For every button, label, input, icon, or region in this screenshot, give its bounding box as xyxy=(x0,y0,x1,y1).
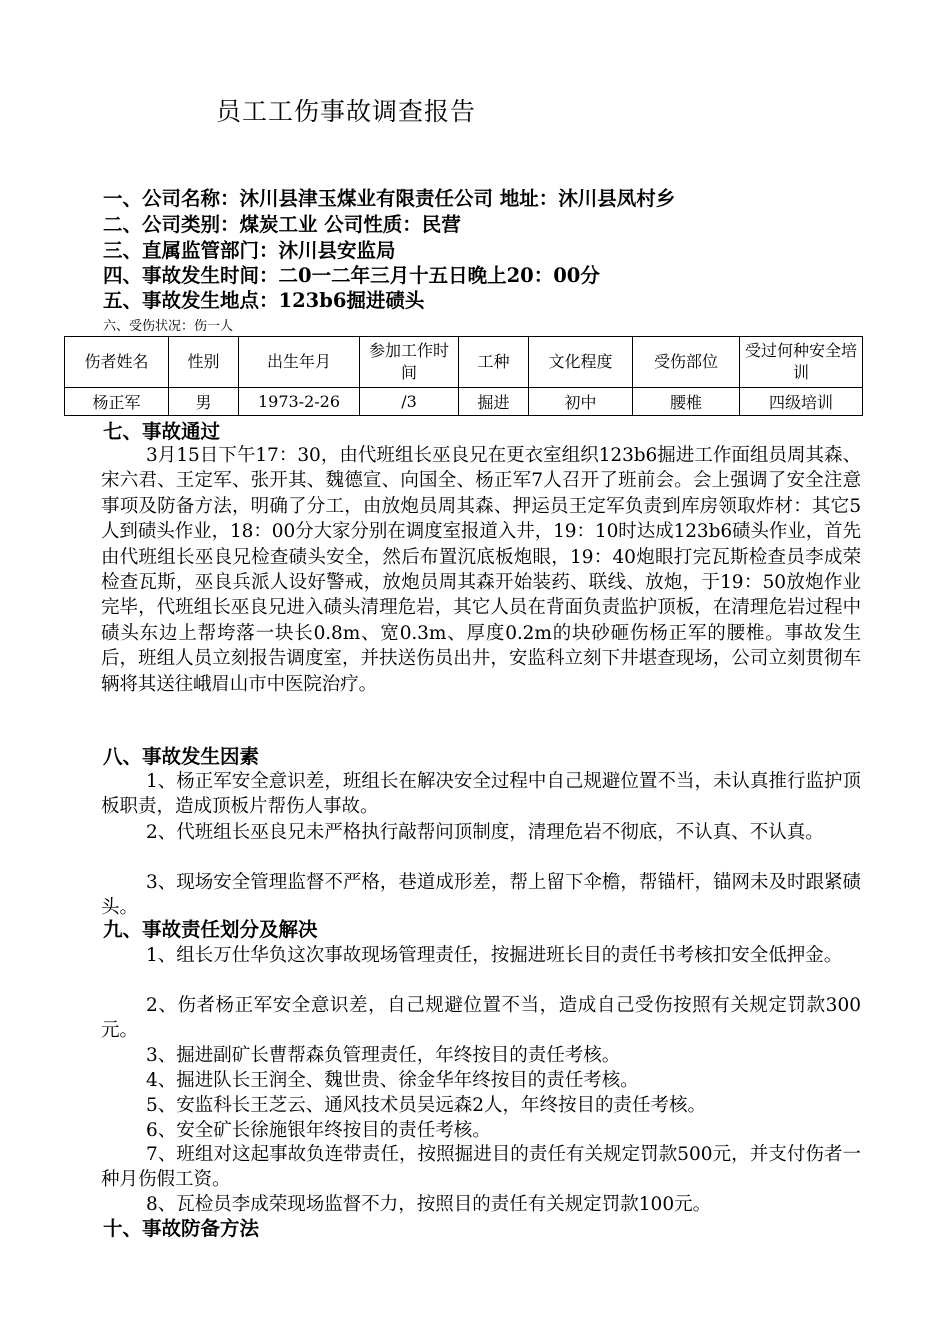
cell-gender: 男 xyxy=(169,388,239,416)
injury-table xyxy=(64,336,863,416)
cell-birth: 1973-2-26 xyxy=(239,388,360,416)
section-9-item: 7、班组对这起事故负连带责任，按照掘进目的责任有关规定罚款500元，并支付伤者一种月伤假工资。 xyxy=(101,1144,861,1191)
section-8-title: 八、事故发生因素 xyxy=(103,745,260,768)
supervisor-line: 三、直属监管部门：沐川县安监局 xyxy=(103,239,396,262)
section-9-item: 4、掘进队长王润全、魏世贵、徐金华年终按目的责任考核。 xyxy=(146,1070,639,1091)
section-9-item: 8、瓦检员李成荣现场监督不力，按照目的责任有关规定罚款100元。 xyxy=(146,1194,712,1215)
cell-name: 杨正军 xyxy=(65,388,169,416)
page-title: 员工工伤事故调查报告 xyxy=(216,97,477,126)
section-9-item: 2、伤者杨正军安全意识差，自己规避位置不当，造成自己受伤按照有关规定罚款300元。 xyxy=(101,995,861,1042)
accident-time-line: 四、事故发生时间：二0一二年三月十五日晚上20：00分 xyxy=(103,264,600,287)
col-injury-part: 受伤部位 xyxy=(633,337,740,388)
cell-injury-part: 腰椎 xyxy=(633,388,740,416)
table-row xyxy=(65,388,863,416)
table-header-row xyxy=(65,337,863,388)
section-9-title: 九、事故责任划分及解决 xyxy=(103,918,318,941)
company-name-line: 一、公司名称：沐川县津玉煤业有限责任公司 地址：沐川县凤村乡 xyxy=(103,187,676,210)
col-name: 伤者姓名 xyxy=(65,337,169,388)
cell-work-time: /3 xyxy=(360,388,459,416)
section-8-item: 3、现场安全管理监督不严格，巷道成形差，帮上留下伞檐，帮锚杆，锚网未及时跟紧碛头。 xyxy=(101,872,861,919)
cell-job: 掘进 xyxy=(459,388,529,416)
injury-status: 六、受伤状况：伤一人 xyxy=(103,319,234,334)
section-10-title: 十、事故防备方法 xyxy=(103,1217,260,1240)
col-job: 工种 xyxy=(459,337,529,388)
col-work-time: 参加工作时 间 xyxy=(360,337,459,388)
col-gender: 性别 xyxy=(169,337,239,388)
col-education: 文化程度 xyxy=(529,337,633,388)
section-9-item: 1、组长万仕华负这次事故现场管理责任，按掘进班长目的责任书考核扣安全低押金。 xyxy=(146,945,843,966)
section-9-item: 3、掘进副矿长曹帮森负管理责任，年终按目的责任考核。 xyxy=(146,1045,621,1066)
company-type-line: 二、公司类别：煤炭工业 公司性质：民营 xyxy=(103,213,461,236)
section-7-text: 3月15日下午17：30，由代班组长巫良兄在更衣室组织123b6掘进工作面组员周其森、宋六君、王定军、张开其、魏德宣、向国全、杨正军7人召开了班前会。会上强调了安全注意事项及防备方法，明确了分工，由放炮员周其森、押运员王定军负责到库房领取炸材：其它5人到碛头作业，18：00分大家分别在调度室报道入井，19：10时达成123b6碛头作业，首先由代班组长巫良兄检查碛头安全，然后布置沉底板炮眼，19：40炮眼打完瓦斯检查员李成荣检查瓦斯，巫良兵派人设好警戒，放炮员周其森开始装药、联线、放炮，于19：50放炮作业完毕，代班组长巫良兄进入碛头清理危岩，其它人员在背面负责监护顶板，在清理危岩过程中碛头东边上帮垮落一块长0.8m、宽0.3m、厚度0.2m的块砂砸伤杨正军的腰椎。事故发生后，班组人员立刻报告调度室，并扶送伤员出井，安监科立刻下井堪查现场，公司立刻贯彻车辆将其送往峨眉山市中医院治疗。 xyxy=(101,445,861,695)
section-7-title: 七、事故通过 xyxy=(103,420,221,443)
section-9-item: 6、安全矿长徐施银年终按目的责任考核。 xyxy=(146,1120,491,1141)
section-8-item: 2、代班组长巫良兄未严格执行敲帮问顶制度，清理危岩不彻底，不认真、不认真。 xyxy=(146,822,824,843)
accident-location-line: 五、事故发生地点：123b6掘进碛头 xyxy=(103,289,425,312)
section-8-item: 1、杨正军安全意识差，班组长在解决安全过程中自己规避位置不当，未认真推行监护顶板职责，造成顶板片帮伤人事故。 xyxy=(101,771,861,818)
section-9-item: 5、安监科长王芝云、通风技术员吴远森2人，年终按目的责任考核。 xyxy=(146,1095,707,1116)
col-training: 受过何种安全培训 xyxy=(740,337,863,388)
cell-training: 四级培训 xyxy=(740,388,863,416)
cell-education: 初中 xyxy=(529,388,633,416)
col-birth: 出生年月 xyxy=(239,337,360,388)
